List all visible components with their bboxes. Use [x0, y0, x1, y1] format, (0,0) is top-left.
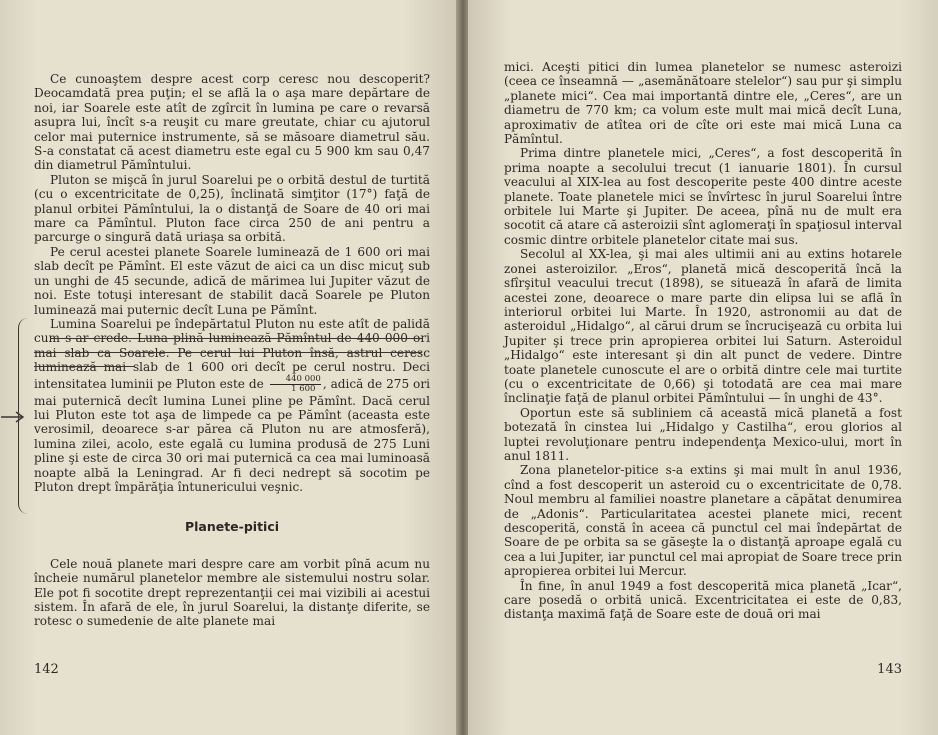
paragraph-part: Lumina Soarelui pe îndepărtatul Pluton nu este atît de palidă cum s-ar crede. Luna plină luminează Pămîntul de 440 000 ori mai slab ca Soarele. Pe cerul lui Pluton însă, astrul ceresc luminează mai slab de 1 600 ori decît pe cerul nostru. Deci intensitatea luminii pe Pluton este de — [34, 316, 430, 391]
section-heading: Planete-pitici — [184, 519, 280, 535]
fraction-numerator: 440 000 — [270, 375, 321, 385]
fraction-denominator: 1 600 — [291, 383, 316, 394]
right-page — [468, 0, 938, 735]
fraction — [270, 375, 321, 394]
margin-arrow-icon — [0, 410, 26, 424]
paragraph: Secolul al XX-lea, şi mai ales ultimii ani au extins hotarele zonei asteroizilor. „Eros“, planetă mică descoperită încă la sfîrşitul veacului trecut (1898), se situează în afară de limita acestei zone, deoarece o mare parte din elipsa lui se află în interiorul orbitei lui Marte. În 1920, astronomii au dat de asteroidul „Hidalgo“, al cărui drum se încrucişează cu orbita lui Jupiter şi trece prin apropierea orbitei lui Saturn. Asteroidul „Hidalgo“ este interesant şi din alt punct de vedere. Dintre toate planetele cunoscute el are o orbită dintre cele mai turtite (cu o excentricitate de 0,66) şi totodată are cea mai mare înclinaţie faţă de planul orbitei Pămîntului — în unghi de 43°. — [504, 247, 902, 406]
paragraph: Pe cerul acestei planete Soarele luminează de 1 600 ori mai slab decît pe Pămînt. El este văzut de aici ca un disc micuţ sub un unghi de 45 secunde, adică de mărimea lui Jupiter văzut de noi. Este totuşi interesant de stabilit dacă Soarele pe Pluton luminează mai puternic decît Luna pe Pămînt. — [34, 244, 430, 317]
page-number: 142 — [34, 662, 59, 677]
paragraph: În fine, în anul 1949 a fost descoperită mica planetă „Icar“, care posedă o orbită unică. Excentricitatea ei este de 0,83, distanţa maximă faţă de Soare este de două ori mai — [504, 578, 902, 622]
paragraph: mici. Aceşti pitici din lumea planetelor se numesc asteroizi (ceea ce înseamnă — „asemănătoare stelelor“) sau pur şi simplu „planete mici“. Cea mai importantă dintre ele, „Ceres“, are un diametru de 770 km; ca volum este mult mai mică decît Luna, aproximativ de atîtea ori de cîte ori este mai mică Luna ca Pămîntul. — [504, 60, 902, 147]
underline-mark — [34, 352, 422, 353]
left-page-text — [34, 72, 430, 629]
paragraph: Oportun este să subliniem că această mică planetă a fost botezată în cinstea lui „Hidalgo y Castilha“, erou glorios al luptei revoluţionare pentru independenţa Mexico-ului, mort în anul 1811. — [504, 405, 902, 463]
paragraph: Cele nouă planete mari despre care am vorbit pînă acum nu încheie numărul planetelor membre ale sistemului nostru solar. Ele pot fi socotite drept reprezentanţii cei mai vizibili ai acestui sistem. În afară de ele, în jurul Soarelui, la distanţe diferite, se rotesc o sumedenie de alte planete mai — [34, 556, 430, 629]
underline-mark — [34, 366, 134, 367]
paragraph: Prima dintre planetele mici, „Ceres“, a fost descoperită în prima noapte a secolului trecut (1 ianuarie 1801). În cursul veacului al XIX-lea au fost descoperite peste 400 dintre aceste planete. Toate planetele mici se învîrtesc în jurul Soarelui între orbitele lui Marte şi Jupiter. De aceea, pînă nu de mult era socotit că atare că asteroizii sînt aglomeraţi în spaţiosul interval cosmic dintre orbitele planetelor citate mai sus. — [504, 146, 902, 247]
paragraph: Ce cunoaştem despre acest corp ceresc nou descoperit? Deocamdată prea puţin; el se află la o aşa mare depărtare de noi, iar Soarele este atît de zgîrcit în lumina pe care o revarsă asupra lui, încît s-a reuşit cu mare greutate, chiar cu ajutorul celor mai puternice instrumente, să se măsoare diametrul său. S-a constatat că acest diametru este egal cu 5 900 km sau 0,47 din diametrul Pămîntului. — [34, 72, 430, 173]
underline-mark — [50, 338, 422, 339]
paragraph: Zona planetelor-pitice s-a extins şi mai mult în anul 1936, cînd a fost descoperit un asteroid cu o excentricitate de 0,78. Noul membru al familiei noastre planetare a căpătat denumirea de „Adonis“. Particularitatea acestei planete mici, recent descoperită, constă în aceea că punctul cel mai îndepărtat de Soare de pe orbita sa se găseşte la o distanţă aproape egală cu cea a lui Jupiter, iar punctul cel mai apropiat de Soare trece prin apropierea orbitei lui Mercur. — [504, 463, 902, 579]
page-number: 143 — [877, 662, 902, 677]
right-page-text — [504, 60, 902, 622]
annotated-paragraph — [34, 317, 430, 494]
left-page — [0, 0, 458, 735]
paragraph-part: , adică de 275 ori mai puternică decît lumina Lunei pline pe Pămînt. Dacă cerul lui Pluton este tot aşa de limpede ca pe Pămînt (aceasta este verosimil, deoarece s-ar părea că Pluton nu are atmosferă), lumina zilei, acolo, este egală cu lumina produsă de 275 Luni pline şi este de circa 30 ori mai puternică ca cea mai luminoasă noapte albă la Leningrad. Ar fi deci nedrept să socotim pe Pluton drept împărăţia întunericului veşnic. — [34, 376, 430, 494]
paragraph: Pluton se mişcă în jurul Soarelui pe o orbită destul de turtită (cu o excentricitate de 0,25), înclinată simţitor (17°) faţă de planul orbitei Pămîntului, la o distanţă de Soare de 40 ori mai mare ca Pămîntul. Pluton face circa 250 de ani pentru a parcurge o singură dată uriaşa sa orbită. — [34, 172, 430, 245]
